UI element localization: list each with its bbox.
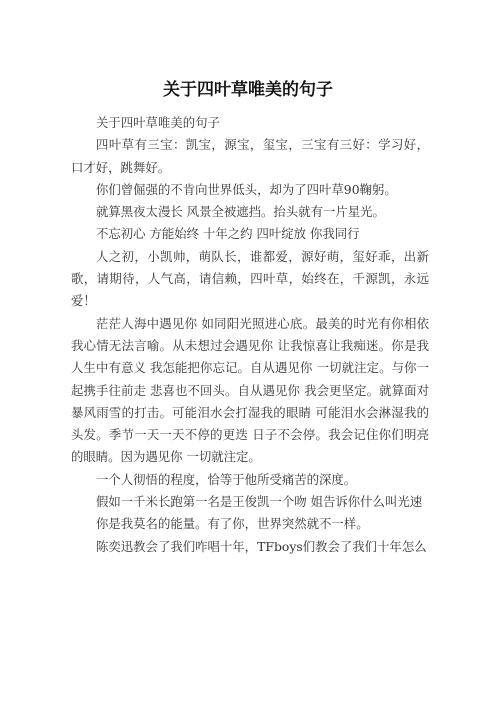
paragraph: 就算黑夜太漫长 风景全被遮挡。抬头就有一片星光。 <box>96 204 385 220</box>
document-title: 关于四叶草唯美的句子 <box>163 80 333 100</box>
paragraph: 陈奕迅教会了我们咋唱十年，TFboys们教会了我们十年怎么 <box>96 538 427 554</box>
paragraph: 一个人彻悟的程度，恰等于他所受痛苦的深度。 <box>96 471 357 487</box>
document-body <box>71 112 429 558</box>
paragraph: 你是我莫名的能量。有了你，世界突然就不一样。 <box>96 516 369 532</box>
paragraph: 人之初，小凯帅，萌队长，谁都爱，源好萌，玺好乖，出新歌，请期待，人气高，请信赖，四叶草，始终在，千源凯，永远爱！ <box>71 248 429 309</box>
paragraph: 茫茫人海中遇见你 如同阳光照进心底。最美的时光有你相依我心情无法言喻。从未想过会遇见你 让我惊喜让我痴迷。你是我人生中有意义 我怎能把你忘记。自从遇见你 一切就注定。与你一起携手往前走 悲喜也不回头。自从遇见你 我会更坚定。就算面对暴风雨雪的打击。可能泪水会打湿我的眼睛 可能泪水会淋湿我的头发。季节一天一天不停的更迭 日子不会停。我会记住你们明亮的眼睛。因为遇见你 一切就注定。 <box>71 315 429 465</box>
paragraph: 关于四叶草唯美的句子 <box>96 115 220 130</box>
paragraph: 四叶草有三宝：凯宝，源宝，玺宝，三宝有三好：学习好，口才好，跳舞好。 <box>71 137 429 175</box>
paragraph: 你们曾倔强的不肯向世界低头，却为了四叶草90鞠躬。 <box>96 181 397 197</box>
paragraph: 假如一千米长跑第一名是王俊凯一个吻 姐告诉你什么叫光速 <box>96 494 423 510</box>
paragraph: 不忘初心 方能始终 十年之约 四叶绽放 你我同行 <box>96 226 360 242</box>
